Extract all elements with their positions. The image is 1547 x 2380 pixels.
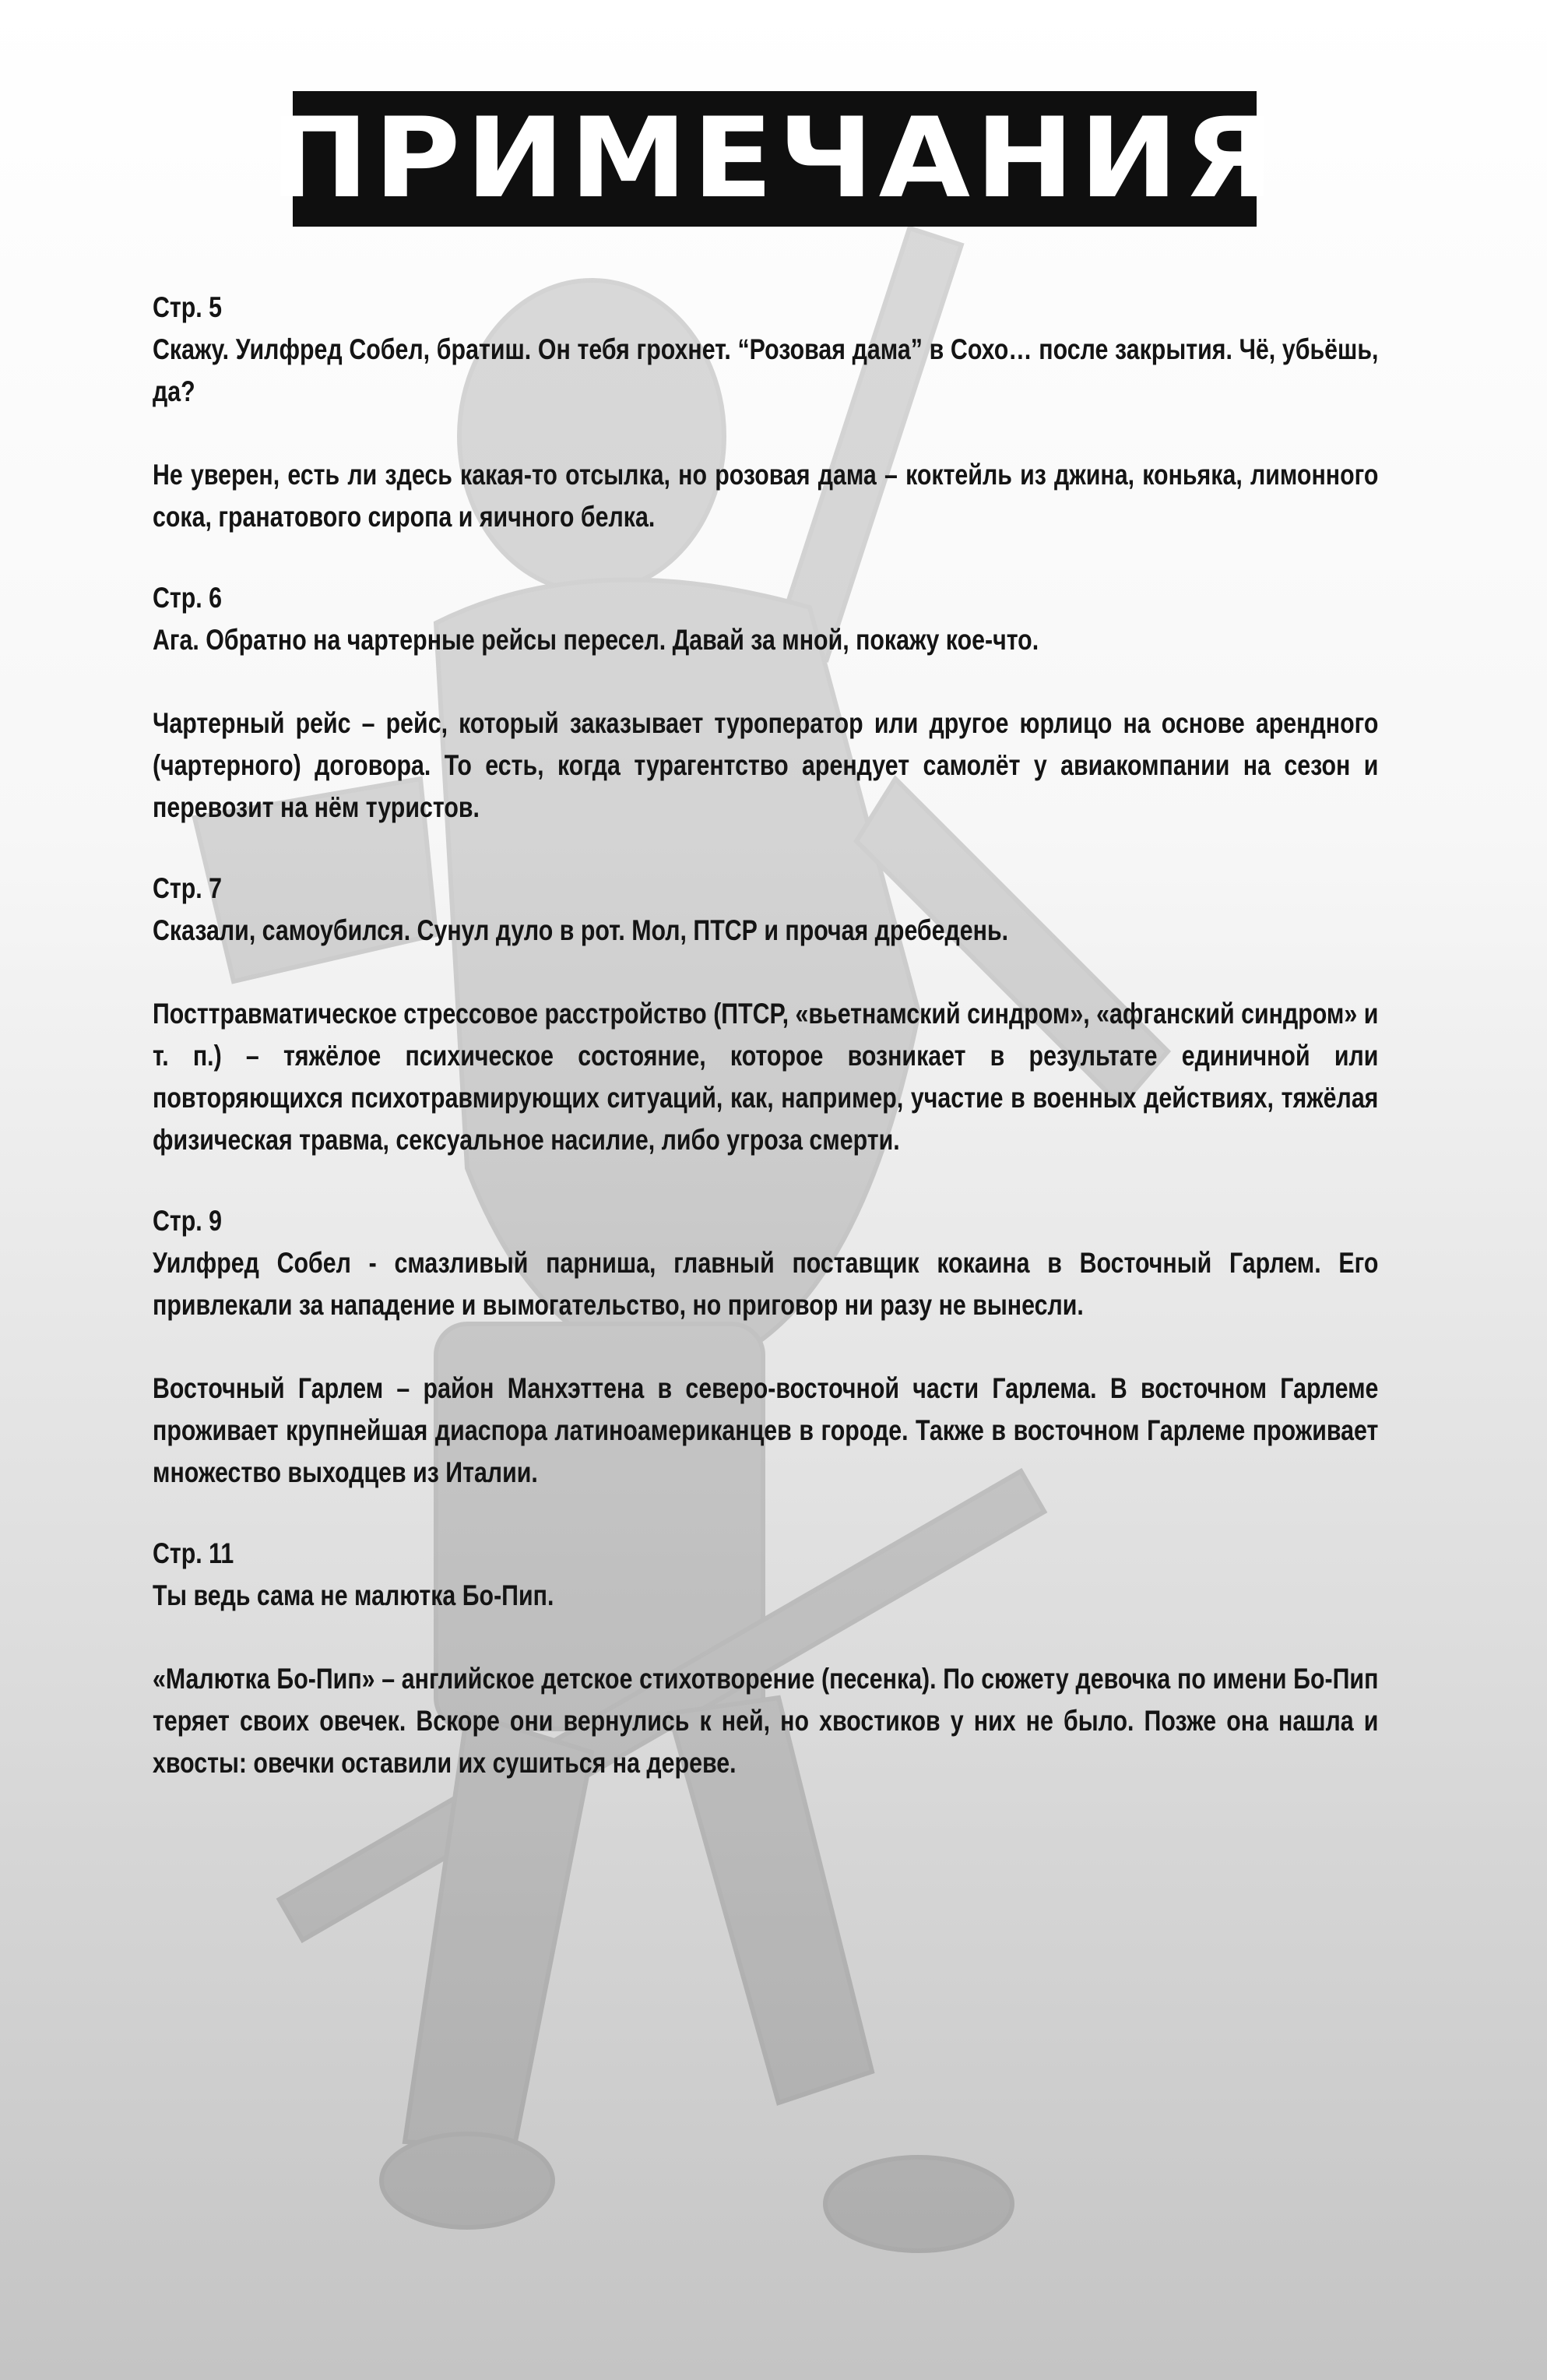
title-banner (269, 91, 1280, 227)
page-title: ПРИМЕЧАНИЯ (269, 94, 1280, 223)
note-quote: Ты ведь сама не малютка Бо-Пип. (153, 1579, 554, 1611)
note-explanation: «Малютка Бо-Пип» – английское детское стихотворение (песенка). По сюжету девочка по имени Бо-Пип теряет своих овечек. Вскоре они вернулись к ней, но хвостиков у них не было. Позже она нашла и хвосты: овечки оставили их сушиться на дереве. (153, 1663, 1379, 1779)
note-explanation: Восточный Гарлем – район Манхэттена в северо-восточной части Гарлема. В восточном Гарлеме проживает крупнейшая диаспора латиноамериканцев в городе. Также в восточном Гарлеме проживает множество выходцев из Италии. (153, 1372, 1379, 1488)
note-page-9 (153, 1200, 1379, 1494)
note-page-label: Стр. 6 (153, 582, 223, 614)
note-quote: Уилфред Собел - смазливый парниша, главный поставщик кокаина в Восточный Гарлем. Его привлекали за нападение и вымогательство, но приговор ни разу не вынесли. (153, 1247, 1379, 1321)
note-page-label: Стр. 9 (153, 1205, 223, 1237)
note-page-6 (153, 577, 1379, 829)
note-page-5 (153, 287, 1379, 538)
note-page-label: Стр. 7 (153, 872, 223, 904)
note-page-7 (153, 868, 1379, 1161)
note-explanation: Не уверен, есть ли здесь какая-то отсылка, но розовая дама – коктейль из джина, коньяка, лимонного сока, гранатового сиропа и яичного белка. (153, 459, 1379, 533)
note-quote: Ага. Обратно на чартерные рейсы пересел. Давай за мной, покажу кое-что. (153, 624, 1039, 656)
note-quote: Скажу. Уилфред Собел, братиш. Он тебя грохнет. “Розовая дама” в Сохо… после закрытия. Чё, убьёшь, да? (153, 333, 1379, 407)
note-page-11 (153, 1533, 1379, 1784)
note-page-label: Стр. 5 (153, 291, 223, 323)
notes-list (153, 287, 1379, 1823)
note-explanation: Чартерный рейс – рейс, который заказывает туроператор или другое юрлицо на основе арендного (чартерного) договора. То есть, когда турагентство арендует самолёт у авиакомпании на сезон и перевозит на нём туристов. (153, 707, 1379, 823)
note-page-label: Стр. 11 (153, 1537, 234, 1569)
note-quote: Сказали, самоубился. Сунул дуло в рот. Мол, ПТСР и прочая дребедень. (153, 914, 1009, 946)
note-explanation: Посттравматическое стрессовое расстройство (ПТСР, «вьетнамский синдром», «афганский синдром» и т. п.) – тяжёлое психическое состояние, которое возникает в результате единичной или повторяющихся психотравмирующих ситуаций, как, например, участие в военных действиях, тяжёлая физическая травма, сексуальное насилие, либо угроза смерти. (153, 998, 1379, 1156)
